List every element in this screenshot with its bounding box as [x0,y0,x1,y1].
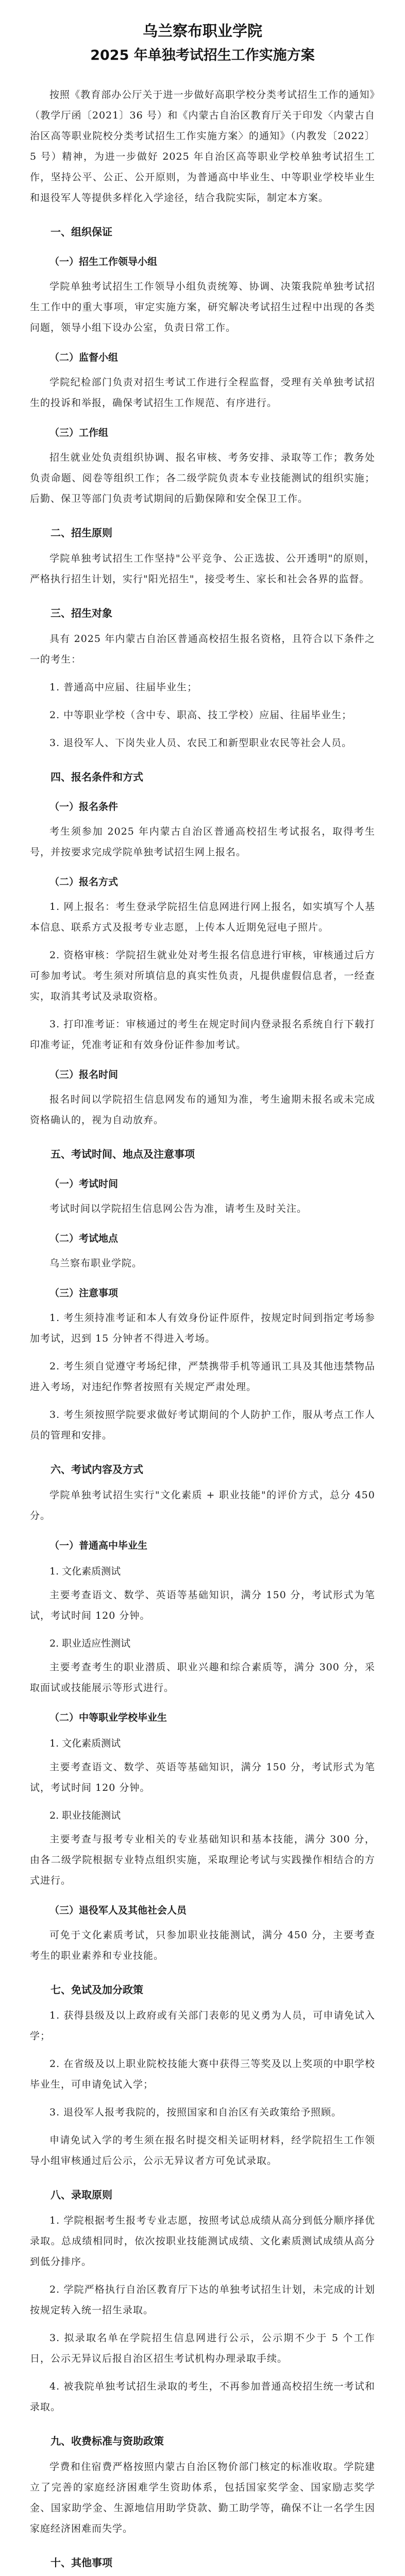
subsection-heading: （二）监督小组 [49,352,119,363]
subsection-heading: （三）退役军人及其他社会人员 [49,1905,187,1916]
paragraph: 按照《教育部办公厅关于进一步做好高职学校分类考试招生工作的通知》（教学厅函〔2021〕36 号）和《内蒙古自治区教育厅关于印发〈内蒙古自治区高等职业院校分类考试招生工作实施方案〉的通知》（内教发〔2022〕5 号）精神，为进一步做好 2025 年自治区高等职业学校单独考试招生工作，坚持公平、公正、公开原则，为普通高中毕业生、中等职业学校毕业生和退役军人等提供多样化入学途径，结合我院实际，制定本方案。 [30,89,375,204]
paragraph: 主要考查与报考专业相关的专业基础知识和基本技能，满分 300 分，由各二级学院根据专业特点组织实施，采取理论考试与实践操作相结合的方式进行。 [30,1834,375,1886]
section-heading: 五、考试时间、地点及注意事项 [50,1148,195,1160]
paragraph: 1. 获得县级及以上政府或有关部门表彰的见义勇为人员，可申请免试入学； [30,2010,375,2042]
paragraph: 2. 学院严格执行自治区教育厅下达的单独考试招生计划，未完成的计划按规定转入统一招生录取。 [30,2284,375,2316]
paragraph: 学院单独考试招生实行"文化素质 + 职业技能"的评价方式，总分 450 分。 [30,1489,375,1521]
paragraph: 1. 网上报名：考生登录学院招生信息网进行网上报名，如实填写个人基本信息、联系方式及报考专业志愿，上传本人近期免冠电子照片。 [30,901,375,933]
paragraph: 可免于文化素质考试，只参加职业技能测试，满分 450 分，主要考查考生的职业素养和专业技能。 [30,1929,375,1961]
paragraph: 乌兰察布职业学院。 [49,1258,143,1269]
subsection-heading: （二）报名方式 [49,876,119,888]
subsection-heading: （三）注意事项 [49,1287,119,1299]
paragraph: 2. 中等职业学校（含中专、职高、技工学校）应届、往届毕业生； [49,709,352,721]
paragraph: 学院单独考试招生工作坚持"公平竞争、公正选拔、公开透明"的原则，严格执行招生计划，实行"阳光招生"，接受考生、家长和社会各界的监督。 [30,553,375,585]
paragraph: 3. 考生须按照学院要求做好考试期间的个人防护工作，服从考点工作人员的管理和安排。 [30,1409,375,1441]
subsection-heading: 1. 文化素质测试 [49,1738,121,1749]
paragraph: 学费和住宿费严格按照内蒙古自治区物价部门核定的标准收取。学院建立了完善的家庭经济困难学生资助体系，包括国家奖学金、国家励志奖学金、国家助学金、生源地信用助学贷款、勤工助学等，确保不让一名学生因家庭经济困难而失学。 [30,2461,375,2534]
section-heading: 三、招生对象 [50,607,112,619]
document-title: 乌兰察布职业学院 [142,22,262,40]
subsection-heading: （三）工作组 [49,427,109,438]
document-subtitle: 2025 年单独考试招生工作实施方案 [90,47,315,63]
paragraph: 主要考查考生的职业潜质、职业兴趣和综合素质等，满分 300 分，采取面试或技能展示等形式进行。 [30,1662,375,1693]
subsection-heading: （一）普通高中毕业生 [49,1540,148,1551]
paragraph: 申请免试入学的考生须在报名时提交相关证明材料，经学院招生工作领导小组审核通过后公示，公示无异议者方可免试录取。 [30,2134,375,2166]
paragraph: 具有 2025 年内蒙古自治区普通高校招生报名资格，且符合以下条件之一的考生： [30,633,375,665]
subsection-heading: （一）招生工作领导小组 [49,256,158,267]
paragraph: 考试时间以学院招生信息网公告为准，请考生及时关注。 [49,1203,308,1214]
section-heading: 九、收费标准与资助政策 [50,2435,164,2447]
paragraph: 考生须参加 2025 年内蒙古自治区普通高校招生考试报名，取得考生号，并按要求完成学院单独考试招生网上报名。 [30,826,375,858]
section-heading: 七、免试及加分政策 [50,1984,143,1996]
section-heading: 二、招生原则 [50,527,112,539]
paragraph: 报名时间以学院招生信息网发布的通知为准，考生逾期未报名或未完成资格确认的，视为自动放弃。 [30,1094,375,1126]
subsection-heading: （三）报名时间 [49,1069,119,1080]
paragraph: 学院单独考试招生工作领导小组负责统筹、协调、决策我院单独考试招生工作中的重大事项，审定实施方案，研究解决考试招生过程中出现的各类问题，领导小组下设办公室，负责日常工作。 [30,281,375,333]
paragraph: 3. 打印准考证：审核通过的考生在规定时间内登录报名系统自行下载打印准考证，凭准考证和有效身份证件参加考试。 [30,1019,375,1050]
subsection-heading: 2. 职业适应性测试 [49,1638,131,1649]
subsection-heading: 1. 文化素质测试 [49,1566,121,1577]
paragraph: 1. 学院根据考生报考专业志愿，按照考试总成绩从高分到低分顺序择优录取。总成绩相同时，依次按职业技能测试成绩、文化素质测试成绩从高分到低分排序。 [30,2215,375,2267]
paragraph: 2. 资格审核：学院招生就业处对考生报名信息进行审核，审核通过后方可参加考试。考生须对所填信息的真实性负责，凡提供虚假信息者，一经查实，取消其考试及录取资格。 [30,950,375,1002]
section-heading: 一、组织保证 [50,226,112,238]
section-heading: 六、考试内容及方式 [50,1463,143,1476]
document-body [30,84,375,2576]
paragraph: 学院纪检部门负责对招生考试工作进行全程监督，受理有关单独考试招生的投诉和举报，确保考试招生工作规范、有序进行。 [30,377,375,409]
section-heading: 八、录取原则 [50,2189,112,2201]
paragraph: 1. 普通高中应届、往届毕业生； [49,682,198,693]
paragraph: 3. 退役军人报考我院的，按照国家和自治区有关政策给予照顾。 [49,2107,342,2118]
paragraph: 1. 考生须持准考证和本人有效身份证件原件，按规定时间到指定考场参加考试，迟到 15 分钟者不得进入考场。 [30,1312,375,1344]
section-heading: 四、报名条件和方式 [50,771,143,783]
paragraph: 2. 在省级及以上职业院校技能大赛中获得三等奖及以上奖项的中职学校毕业生，可申请免试入学； [30,2058,375,2090]
paragraph: 主要考查语文、数学、英语等基础知识，满分 150 分，考试形式为笔试，考试时间 120 分钟。 [30,1761,375,1793]
subsection-heading: （一）考试时间 [49,1178,119,1190]
paragraph: 招生就业处负责组织协调、报名审核、考务安排、录取等工作；教务处负责命题、阅卷等组织工作；各二级学院负责本专业技能测试的组织实施；后勤、保卫等部门负责考试期间的后勤保障和安全保卫工作。 [30,452,375,504]
section-heading: 十、其他事项 [50,2556,112,2569]
subsection-heading: （二）考试地点 [49,1233,119,1244]
subsection-heading: （一）报名条件 [49,801,119,812]
paragraph: 2. 考生须自觉遵守考场纪律，严禁携带手机等通讯工具及其他违禁物品进入考场，对违纪作弊者按照有关规定严肃处理。 [30,1361,375,1393]
paragraph: 3. 退役军人、下岗失业人员、农民工和新型职业农民等社会人员。 [49,737,352,749]
paragraph: 4. 被我院单独考试招生录取的考生，不再参加普通高校招生统一考试和录取。 [30,2381,375,2413]
paragraph: 3. 拟录取名单在学院招生信息网进行公示，公示期不少于 5 个工作日，公示无异议后报自治区招生考试机构办理录取手续。 [30,2332,375,2364]
subsection-heading: （二）中等职业学校毕业生 [49,1712,167,1723]
subsection-heading: 2. 职业技能测试 [49,1810,121,1821]
paragraph: 主要考查语文、数学、英语等基础知识，满分 150 分，考试形式为笔试，考试时间 120 分钟。 [30,1589,375,1621]
